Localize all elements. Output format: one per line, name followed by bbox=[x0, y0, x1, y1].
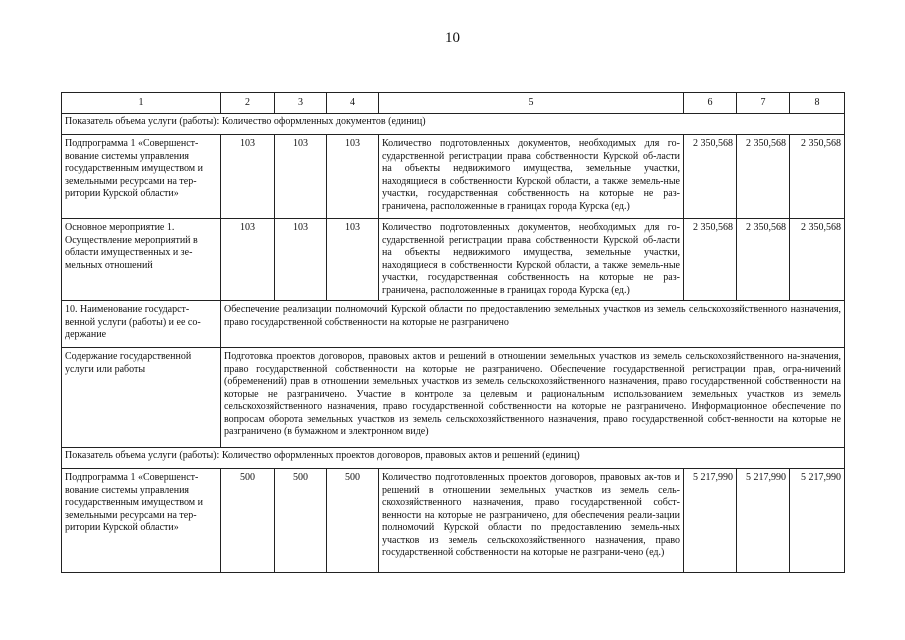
header-cell: 8 bbox=[790, 93, 845, 114]
indicator-cell bbox=[62, 448, 845, 469]
description-cell: Количество подготовленных проектов договоров, правовых ак-тов и решений в отношении земельных участков из земель сель-скохозяйственного назначения, право государственной собст-венности на которые не разграничено, для обеспечения реали-зации полномочий Курской области по предоставлению земель-ных участков из земель сельскохозяйственного назначения, право государственной собственности на которые не разграни-чено (ед.) bbox=[379, 469, 684, 573]
indicator-value: Количество оформленных проектов договоров, правовых актов и решений (единиц) bbox=[221, 450, 580, 461]
description-cell: Количество подготовленных документов, необходимых для го-сударственной регистрации права собственности Курской об-ласти на объекты недвижимого имущества, земельные участки, находящиеся в собственности Курской области, а также земель-ные участки, государственная собственность на которые не раз-граничена, расположенные в границах города Курска (ед.) bbox=[379, 219, 684, 301]
value-cell: 500 bbox=[327, 469, 379, 573]
amount-cell: 5 217,990 bbox=[684, 469, 737, 573]
table-row-subprogram-1 bbox=[62, 135, 845, 219]
row-name: Содержание государственной услуги или работы bbox=[62, 348, 221, 448]
value-cell: 103 bbox=[275, 219, 327, 301]
table-header-row bbox=[62, 93, 845, 114]
header-cell: 2 bbox=[221, 93, 275, 114]
value-cell: 103 bbox=[275, 135, 327, 219]
service-name-cell: Обеспечение реализации полномочий Курской области по предоставлению земельных участков из земель сельскохозяйственного назначения, право государственной собственности на которые не разграничено bbox=[221, 301, 845, 348]
data-table bbox=[61, 92, 845, 573]
header-cell: 6 bbox=[684, 93, 737, 114]
service-content-cell: Подготовка проектов договоров, правовых актов и решений в отношении земельных участков из земель сельскохозяйственного на-значения, право государственной собственности на которые не разграничено. Обеспечение государственной регистрации прав, огра-ничений (обременений) прав в отношении земельных участков из земель сельскохозяйственного назначения, право государственной собственности на которые не разграничено. Участие в контроле за целевым и рациональным использованием земельных участков из земель сельскохозяйственного назначения, право государственной собственности на которые не разграничено. Информационное обеспечение по вопросам оборота земельных участков из земель сельскохозяйственного назначения, право государственной собст-венности на которые не разграничено (в бумажном и электронном виде) bbox=[221, 348, 845, 448]
indicator-label: Показатель объема услуги (работы): bbox=[65, 116, 220, 127]
table-row-service-content bbox=[62, 348, 845, 448]
value-cell: 500 bbox=[275, 469, 327, 573]
row-name: Подпрограмма 1 «Совершенст-вование системы управления государственным имуществом и земельными ресурсами на тер-ритории Курской области» bbox=[62, 135, 221, 219]
header-cell: 3 bbox=[275, 93, 327, 114]
table-row-service-10 bbox=[62, 301, 845, 348]
value-cell: 500 bbox=[221, 469, 275, 573]
header-cell: 1 bbox=[62, 93, 221, 114]
amount-cell: 2 350,568 bbox=[790, 219, 845, 301]
amount-cell: 2 350,568 bbox=[684, 135, 737, 219]
value-cell: 103 bbox=[327, 135, 379, 219]
amount-cell: 2 350,568 bbox=[737, 219, 790, 301]
amount-cell: 2 350,568 bbox=[790, 135, 845, 219]
table-row-main-activity-1 bbox=[62, 219, 845, 301]
header-cell: 7 bbox=[737, 93, 790, 114]
amount-cell: 5 217,990 bbox=[737, 469, 790, 573]
row-name: 10. Наименование государст-венной услуги (работы) и ее со-держание bbox=[62, 301, 221, 348]
indicator-row bbox=[62, 114, 845, 135]
description-cell: Количество подготовленных документов, необходимых для го-сударственной регистрации права собственности Курской об-ласти на объекты недвижимого имущества, земельные участки, находящиеся в собственности Курской области, а также земель-ные участки, государственная собственность на которые не раз-граничена, расположенные в границах города Курска (ед.) bbox=[379, 135, 684, 219]
amount-cell: 2 350,568 bbox=[737, 135, 790, 219]
header-cell: 4 bbox=[327, 93, 379, 114]
amount-cell: 2 350,568 bbox=[684, 219, 737, 301]
value-cell: 103 bbox=[327, 219, 379, 301]
header-cell: 5 bbox=[379, 93, 684, 114]
table-row-subprogram-1-land bbox=[62, 469, 845, 573]
amount-cell: 5 217,990 bbox=[790, 469, 845, 573]
indicator-value: Количество оформленных документов (единиц) bbox=[221, 116, 426, 127]
indicator-cell bbox=[62, 114, 845, 135]
indicator-row bbox=[62, 448, 845, 469]
row-name: Основное мероприятие 1. Осуществление мероприятий в области имущественных и зе-мельных отношений bbox=[62, 219, 221, 301]
page-number: 10 bbox=[445, 30, 460, 46]
value-cell: 103 bbox=[221, 135, 275, 219]
indicator-label: Показатель объема услуги (работы): bbox=[65, 450, 220, 461]
row-name: Подпрограмма 1 «Совершенст-вование системы управления государственным имуществом и земельными ресурсами на тер-ритории Курской области» bbox=[62, 469, 221, 573]
value-cell: 103 bbox=[221, 219, 275, 301]
